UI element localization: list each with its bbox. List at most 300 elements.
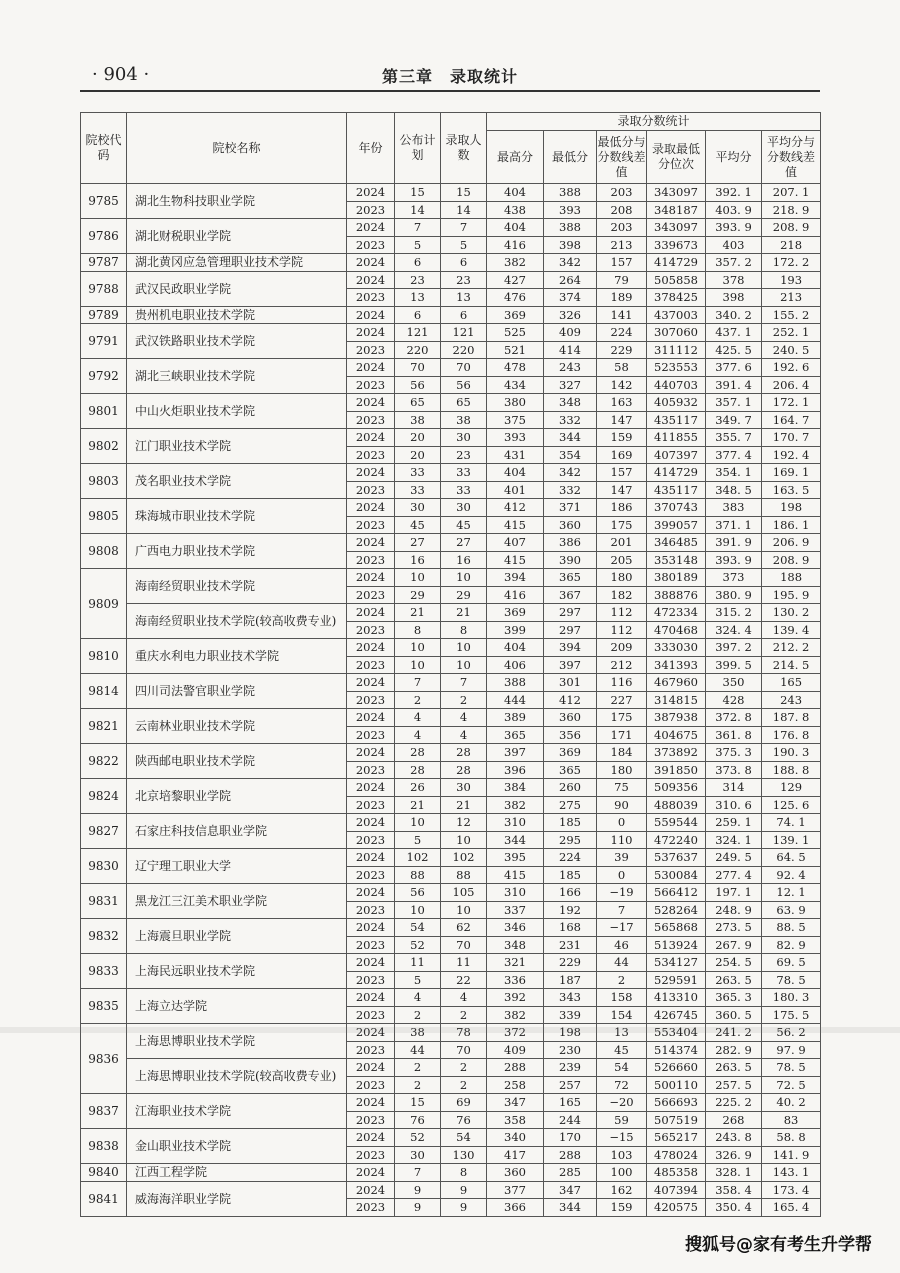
cell-year: 2024 [347, 884, 395, 902]
cell-min: 244 [544, 1111, 597, 1129]
cell-max: 412 [487, 499, 544, 517]
cell-max: 346 [487, 919, 544, 937]
cell-min: 187 [544, 971, 597, 989]
cell-max: 388 [487, 674, 544, 692]
cell-admitted: 16 [441, 551, 487, 569]
cell-avg: 249. 5 [706, 849, 762, 867]
cell-plan: 27 [395, 534, 441, 552]
cell-min: 326 [544, 306, 597, 324]
cell-admitted: 70 [441, 359, 487, 377]
table-row [81, 989, 821, 1007]
cell-plan: 30 [395, 1146, 441, 1164]
cell-year: 2023 [347, 1146, 395, 1164]
cell-plan: 5 [395, 831, 441, 849]
cell-min-rank: 559544 [647, 814, 706, 832]
cell-year: 2024 [347, 1059, 395, 1077]
cell-avg: 428 [706, 691, 762, 709]
cell-avg-diff: 88. 5 [762, 919, 821, 937]
cell-avg-diff: 40. 2 [762, 1094, 821, 1112]
cell-avg-diff: 165 [762, 674, 821, 692]
cell-plan: 54 [395, 919, 441, 937]
cell-min: 344 [544, 1199, 597, 1217]
cell-admitted: 10 [441, 569, 487, 587]
cell-min-diff: 39 [597, 849, 647, 867]
cell-min-rank: 343097 [647, 184, 706, 202]
cell-max: 404 [487, 219, 544, 237]
cell-plan: 9 [395, 1199, 441, 1217]
cell-avg-diff: 82. 9 [762, 936, 821, 954]
cell-year: 2023 [347, 726, 395, 744]
cell-year: 2023 [347, 551, 395, 569]
school-code: 9803 [81, 464, 127, 499]
cell-year: 2024 [347, 306, 395, 324]
cell-year: 2023 [347, 761, 395, 779]
cell-min-rank: 413310 [647, 989, 706, 1007]
cell-admitted: 33 [441, 481, 487, 499]
table-row [81, 1094, 821, 1112]
cell-plan: 38 [395, 1024, 441, 1042]
cell-min: 360 [544, 709, 597, 727]
cell-avg: 375. 3 [706, 744, 762, 762]
chapter-title: 第三章 录取统计 [381, 67, 518, 86]
cell-avg-diff: 92. 4 [762, 866, 821, 884]
cell-max: 415 [487, 866, 544, 884]
cell-year: 2024 [347, 359, 395, 377]
cell-min: 394 [544, 639, 597, 657]
cell-avg: 259. 1 [706, 814, 762, 832]
cell-plan: 121 [395, 324, 441, 342]
school-code: 9831 [81, 884, 127, 919]
table-row [81, 849, 821, 867]
cell-admitted: 29 [441, 586, 487, 604]
admission-stats-table [80, 112, 821, 1217]
cell-plan: 5 [395, 236, 441, 254]
school-name: 江海职业技术学院 [127, 1094, 347, 1129]
watermark-text: 搜狐号@家有考生升学帮 [685, 1235, 872, 1255]
cell-avg-diff: 175. 5 [762, 1006, 821, 1024]
cell-avg-diff: 192. 6 [762, 359, 821, 377]
cell-max: 399 [487, 621, 544, 639]
school-code: 9791 [81, 324, 127, 359]
cell-min-rank: 399057 [647, 516, 706, 534]
cell-avg-diff: 190. 3 [762, 744, 821, 762]
school-code: 9838 [81, 1129, 127, 1164]
cell-min-rank: 414729 [647, 464, 706, 482]
cell-max: 348 [487, 936, 544, 954]
cell-year: 2023 [347, 201, 395, 219]
cell-min: 339 [544, 1006, 597, 1024]
cell-avg-diff: 130. 2 [762, 604, 821, 622]
cell-max: 478 [487, 359, 544, 377]
cell-avg: 392. 1 [706, 184, 762, 202]
cell-min: 412 [544, 691, 597, 709]
school-code: 9833 [81, 954, 127, 989]
cell-max: 384 [487, 779, 544, 797]
cell-min-rank: 343097 [647, 219, 706, 237]
school-name: 茂名职业技术学院 [127, 464, 347, 499]
cell-avg-diff: 97. 9 [762, 1041, 821, 1059]
cell-avg-diff: 165. 4 [762, 1199, 821, 1217]
cell-min: 354 [544, 446, 597, 464]
cell-max: 358 [487, 1111, 544, 1129]
table-row [81, 324, 821, 342]
table-row [81, 534, 821, 552]
school-code: 9841 [81, 1181, 127, 1216]
cell-min-diff: 208 [597, 201, 647, 219]
cell-min-diff: 158 [597, 989, 647, 1007]
col-header-min-rank: 录取最低分位次 [647, 131, 706, 184]
cell-min: 397 [544, 656, 597, 674]
cell-avg-diff: 192. 4 [762, 446, 821, 464]
cell-plan: 4 [395, 726, 441, 744]
cell-min-rank: 388876 [647, 586, 706, 604]
cell-min-diff: 141 [597, 306, 647, 324]
cell-min-diff: 7 [597, 901, 647, 919]
cell-avg-diff: 83 [762, 1111, 821, 1129]
cell-min-rank: 553404 [647, 1024, 706, 1042]
table-row [81, 499, 821, 517]
page-fold-shadow [0, 1027, 900, 1033]
cell-min: 388 [544, 184, 597, 202]
school-name: 湖北生物科技职业学院 [127, 184, 347, 219]
cell-plan: 45 [395, 516, 441, 534]
table-row [81, 884, 821, 902]
cell-admitted: 9 [441, 1199, 487, 1217]
cell-min-rank: 341393 [647, 656, 706, 674]
cell-min: 231 [544, 936, 597, 954]
cell-min-rank: 407397 [647, 446, 706, 464]
cell-avg: 273. 5 [706, 919, 762, 937]
school-name: 湖北财税职业学院 [127, 219, 347, 254]
school-name: 黑龙江三江美术职业学院 [127, 884, 347, 919]
school-code: 9824 [81, 779, 127, 814]
table-row [81, 709, 821, 727]
cell-plan: 56 [395, 376, 441, 394]
cell-avg-diff: 74. 1 [762, 814, 821, 832]
cell-plan: 52 [395, 1129, 441, 1147]
cell-min: 360 [544, 516, 597, 534]
cell-min: 414 [544, 341, 597, 359]
cell-admitted: 2 [441, 691, 487, 709]
cell-avg-diff: 172. 2 [762, 254, 821, 272]
cell-max: 310 [487, 884, 544, 902]
cell-avg-diff: 58. 8 [762, 1129, 821, 1147]
cell-avg-diff: 69. 5 [762, 954, 821, 972]
cell-min-diff: 180 [597, 761, 647, 779]
table-row [81, 464, 821, 482]
cell-plan: 2 [395, 1076, 441, 1094]
cell-year: 2023 [347, 481, 395, 499]
cell-admitted: 10 [441, 656, 487, 674]
cell-min-diff: 186 [597, 499, 647, 517]
page-header [80, 62, 820, 92]
cell-max: 404 [487, 184, 544, 202]
cell-avg-diff: 195. 9 [762, 586, 821, 604]
col-header-name: 院校名称 [127, 113, 347, 184]
cell-max: 377 [487, 1181, 544, 1199]
cell-year: 2024 [347, 271, 395, 289]
table-row [81, 1059, 821, 1077]
cell-max: 434 [487, 376, 544, 394]
school-code: 9802 [81, 429, 127, 464]
cell-min-diff: 142 [597, 376, 647, 394]
cell-admitted: 70 [441, 1041, 487, 1059]
cell-min: 344 [544, 429, 597, 447]
cell-plan: 26 [395, 779, 441, 797]
cell-max: 406 [487, 656, 544, 674]
school-code: 9832 [81, 919, 127, 954]
col-header-plan: 公布计划 [395, 113, 441, 184]
cell-plan: 65 [395, 394, 441, 412]
cell-avg: 324. 4 [706, 621, 762, 639]
cell-min-diff: 116 [597, 674, 647, 692]
cell-min: 224 [544, 849, 597, 867]
cell-max: 382 [487, 796, 544, 814]
table-row [81, 919, 821, 937]
cell-avg: 268 [706, 1111, 762, 1129]
cell-admitted: 102 [441, 849, 487, 867]
school-name: 北京培黎职业学院 [127, 779, 347, 814]
cell-admitted: 4 [441, 726, 487, 744]
cell-min-diff: −19 [597, 884, 647, 902]
cell-plan: 102 [395, 849, 441, 867]
cell-admitted: 65 [441, 394, 487, 412]
cell-min-diff: 157 [597, 254, 647, 272]
school-name: 四川司法警官职业学院 [127, 674, 347, 709]
cell-max: 416 [487, 586, 544, 604]
cell-avg-diff: 186. 1 [762, 516, 821, 534]
school-code: 9801 [81, 394, 127, 429]
cell-min: 230 [544, 1041, 597, 1059]
school-name: 上海思博职业技术学院 [127, 1024, 347, 1059]
cell-avg-diff: 72. 5 [762, 1076, 821, 1094]
cell-max: 431 [487, 446, 544, 464]
cell-year: 2023 [347, 411, 395, 429]
cell-max: 360 [487, 1164, 544, 1182]
cell-min: 332 [544, 411, 597, 429]
cell-admitted: 30 [441, 429, 487, 447]
cell-admitted: 220 [441, 341, 487, 359]
cell-plan: 21 [395, 604, 441, 622]
cell-min-rank: 565217 [647, 1129, 706, 1147]
cell-avg-diff: 139. 4 [762, 621, 821, 639]
cell-avg: 365. 3 [706, 989, 762, 1007]
cell-min-rank: 387938 [647, 709, 706, 727]
cell-year: 2023 [347, 446, 395, 464]
cell-min-rank: 523553 [647, 359, 706, 377]
cell-min-rank: 440703 [647, 376, 706, 394]
school-code: 9789 [81, 306, 127, 324]
cell-avg: 257. 5 [706, 1076, 762, 1094]
cell-plan: 7 [395, 674, 441, 692]
cell-min-rank: 485358 [647, 1164, 706, 1182]
cell-min-diff: 201 [597, 534, 647, 552]
cell-min-rank: 411855 [647, 429, 706, 447]
cell-avg-diff: 172. 1 [762, 394, 821, 412]
cell-avg-diff: 207. 1 [762, 184, 821, 202]
cell-min: 365 [544, 569, 597, 587]
cell-min-rank: 420575 [647, 1199, 706, 1217]
cell-min-rank: 339673 [647, 236, 706, 254]
cell-plan: 10 [395, 569, 441, 587]
cell-admitted: 5 [441, 236, 487, 254]
cell-max: 321 [487, 954, 544, 972]
school-name: 上海民远职业技术学院 [127, 954, 347, 989]
cell-min-diff: 13 [597, 1024, 647, 1042]
cell-avg-diff: 176. 8 [762, 726, 821, 744]
cell-min-diff: 213 [597, 236, 647, 254]
school-name: 湖北黄冈应急管理职业技术学院 [127, 254, 347, 272]
cell-max: 415 [487, 516, 544, 534]
cell-admitted: 22 [441, 971, 487, 989]
cell-min: 285 [544, 1164, 597, 1182]
cell-year: 2023 [347, 1111, 395, 1129]
cell-min: 347 [544, 1181, 597, 1199]
cell-avg: 358. 4 [706, 1181, 762, 1199]
cell-admitted: 2 [441, 1076, 487, 1094]
cell-avg: 350. 4 [706, 1199, 762, 1217]
col-header-min-diff: 最低分与分数线差值 [597, 131, 647, 184]
cell-avg-diff: 214. 5 [762, 656, 821, 674]
cell-plan: 70 [395, 359, 441, 377]
cell-year: 2023 [347, 866, 395, 884]
cell-max: 397 [487, 744, 544, 762]
cell-admitted: 78 [441, 1024, 487, 1042]
cell-avg: 398 [706, 289, 762, 307]
table-row [81, 306, 821, 324]
col-header-avg: 平均分 [706, 131, 762, 184]
cell-min-rank: 314815 [647, 691, 706, 709]
cell-year: 2024 [347, 639, 395, 657]
cell-max: 404 [487, 464, 544, 482]
cell-plan: 14 [395, 201, 441, 219]
cell-min-rank: 307060 [647, 324, 706, 342]
cell-min-rank: 414729 [647, 254, 706, 272]
cell-min-diff: 203 [597, 219, 647, 237]
cell-plan: 20 [395, 429, 441, 447]
cell-avg: 380. 9 [706, 586, 762, 604]
cell-min-rank: 530084 [647, 866, 706, 884]
cell-min-diff: 203 [597, 184, 647, 202]
cell-year: 2024 [347, 709, 395, 727]
school-name: 辽宁理工职业大学 [127, 849, 347, 884]
cell-admitted: 21 [441, 604, 487, 622]
cell-max: 396 [487, 761, 544, 779]
cell-avg: 310. 6 [706, 796, 762, 814]
cell-plan: 33 [395, 481, 441, 499]
cell-avg-diff: 208. 9 [762, 551, 821, 569]
cell-max: 401 [487, 481, 544, 499]
school-code: 9805 [81, 499, 127, 534]
cell-plan: 23 [395, 271, 441, 289]
cell-max: 476 [487, 289, 544, 307]
cell-year: 2023 [347, 289, 395, 307]
cell-min: 229 [544, 954, 597, 972]
cell-min-diff: 59 [597, 1111, 647, 1129]
cell-min-diff: 184 [597, 744, 647, 762]
cell-year: 2024 [347, 674, 395, 692]
cell-year: 2024 [347, 1164, 395, 1182]
cell-admitted: 15 [441, 184, 487, 202]
school-code: 9835 [81, 989, 127, 1024]
table-row [81, 219, 821, 237]
cell-year: 2024 [347, 219, 395, 237]
cell-avg: 349. 7 [706, 411, 762, 429]
school-name: 重庆水利电力职业技术学院 [127, 639, 347, 674]
cell-min: 365 [544, 761, 597, 779]
cell-max: 310 [487, 814, 544, 832]
cell-min: 388 [544, 219, 597, 237]
cell-plan: 2 [395, 691, 441, 709]
cell-avg: 403. 9 [706, 201, 762, 219]
cell-min-rank: 373892 [647, 744, 706, 762]
cell-plan: 220 [395, 341, 441, 359]
cell-max: 392 [487, 989, 544, 1007]
cell-avg-diff: 213 [762, 289, 821, 307]
cell-min: 185 [544, 866, 597, 884]
cell-avg: 225. 2 [706, 1094, 762, 1112]
cell-min: 288 [544, 1146, 597, 1164]
cell-min: 367 [544, 586, 597, 604]
cell-min-diff: 159 [597, 429, 647, 447]
cell-plan: 7 [395, 1164, 441, 1182]
cell-avg: 383 [706, 499, 762, 517]
col-header-admitted: 录取人数 [441, 113, 487, 184]
cell-avg: 391. 4 [706, 376, 762, 394]
cell-avg: 378 [706, 271, 762, 289]
cell-min-rank: 537637 [647, 849, 706, 867]
cell-year: 2024 [347, 464, 395, 482]
cell-avg: 282. 9 [706, 1041, 762, 1059]
school-name: 威海海洋职业学院 [127, 1181, 347, 1216]
cell-min-rank: 472334 [647, 604, 706, 622]
cell-admitted: 10 [441, 901, 487, 919]
cell-avg-diff: 193 [762, 271, 821, 289]
cell-year: 2024 [347, 814, 395, 832]
cell-avg: 248. 9 [706, 901, 762, 919]
cell-avg-diff: 198 [762, 499, 821, 517]
cell-year: 2023 [347, 656, 395, 674]
col-header-avg-diff: 平均分与分数线差值 [762, 131, 821, 184]
cell-avg-diff: 218. 9 [762, 201, 821, 219]
cell-max: 394 [487, 569, 544, 587]
cell-admitted: 23 [441, 271, 487, 289]
school-code: 9821 [81, 709, 127, 744]
cell-year: 2024 [347, 954, 395, 972]
cell-min-rank: 528264 [647, 901, 706, 919]
cell-year: 2023 [347, 516, 395, 534]
cell-min: 393 [544, 201, 597, 219]
cell-avg: 328. 1 [706, 1164, 762, 1182]
cell-min-rank: 513924 [647, 936, 706, 954]
cell-plan: 33 [395, 464, 441, 482]
cell-min-rank: 435117 [647, 411, 706, 429]
cell-min-diff: 189 [597, 289, 647, 307]
cell-min: 297 [544, 604, 597, 622]
cell-min-rank: 435117 [647, 481, 706, 499]
cell-min: 342 [544, 254, 597, 272]
cell-plan: 11 [395, 954, 441, 972]
cell-min-rank: 534127 [647, 954, 706, 972]
cell-year: 2024 [347, 184, 395, 202]
cell-max: 444 [487, 691, 544, 709]
cell-year: 2024 [347, 1024, 395, 1042]
cell-max: 407 [487, 534, 544, 552]
cell-avg: 263. 5 [706, 971, 762, 989]
cell-max: 521 [487, 341, 544, 359]
cell-min: 386 [544, 534, 597, 552]
cell-max: 365 [487, 726, 544, 744]
